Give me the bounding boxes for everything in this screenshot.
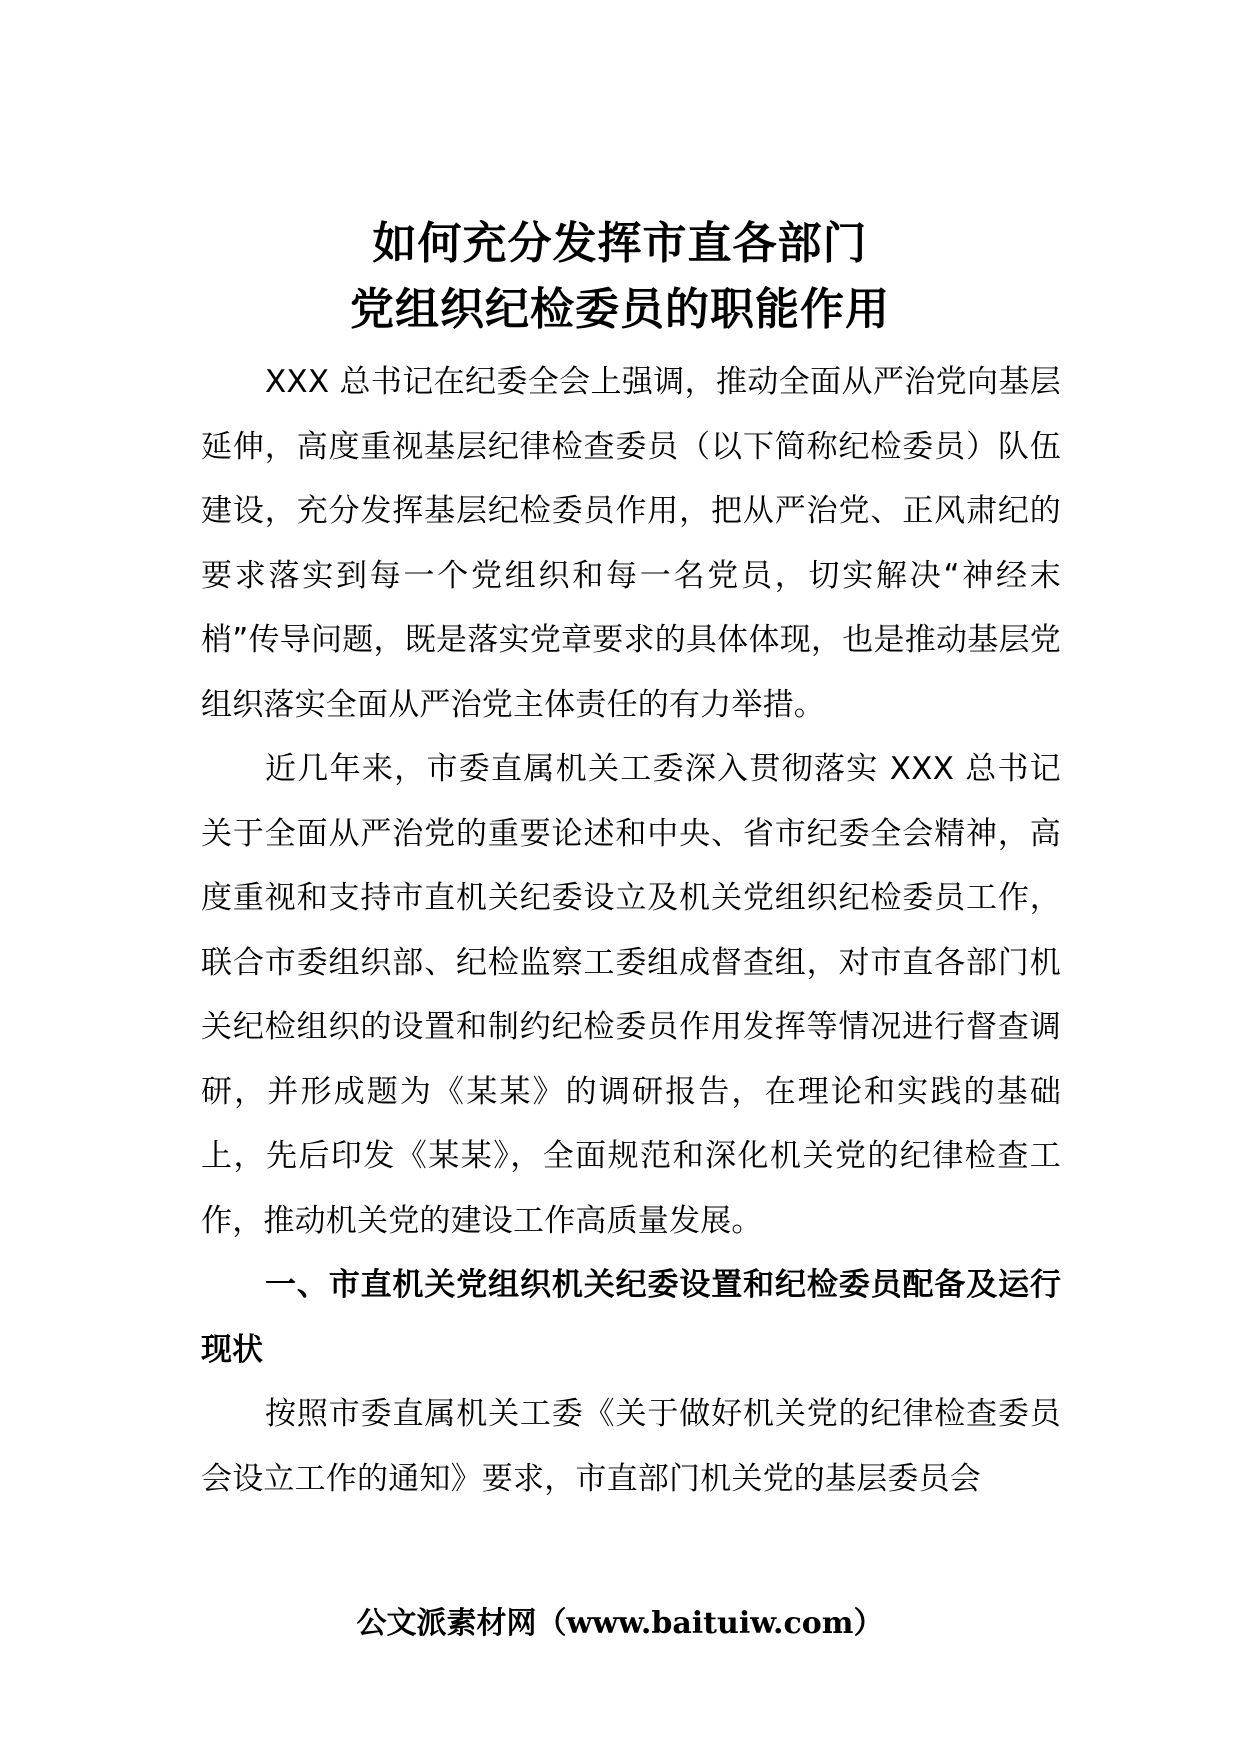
paragraph-3: 按照市委直属机关工委《关于做好机关党的纪律检查委员会设立工作的通知》要求，市直部门机关党的基层委员会 xyxy=(201,1396,1061,1497)
paragraph-2: 近几年来，市委直属机关工委深入贯彻落实 XXX 总书记关于全面从严治党的重要论述和中央、省市纪委全会精神，高度重视和支持市直机关纪委设立及机关党组织纪检委员工作，联合市委组织部、纪检监察工委组成督查组，对市直各部门机关纪检组织的设置和制约纪检委员作用发挥等情况进行督查调研，并形成题为《某某》的调研报告，在理论和实践的基础上，先后印发《某某》，全面规范和深化机关党的纪律检查工作，推动机关党的建设工作高质量发展。 xyxy=(201,751,1061,1239)
footer-watermark: 公文派素材网（www.baituiw.com） xyxy=(356,1606,884,1641)
document-title-line-2: 党组织纪检委员的职能作用 xyxy=(350,284,890,335)
section-heading-1: 一、市直机关党组织机关纪委设置和纪检委员配备及运行现状 xyxy=(201,1267,1061,1368)
paragraph-1: XXX 总书记在纪委全会上强调，推动全面从严治党向基层延伸，高度重视基层纪律检查委员（以下简称纪检委员）队伍建设，充分发挥基层纪检委员作用，把从严治党、正风肃纪的要求落实到每一个党组织和每一名党员，切实解决“神经末梢”传导问题，既是落实党章要求的具体体现，也是推动基层党组织落实全面从严治党主体责任的有力举措。 xyxy=(201,364,1061,723)
document-body xyxy=(201,350,1061,1511)
document-title-line-1: 如何充分发挥市直各部门 xyxy=(372,218,868,269)
